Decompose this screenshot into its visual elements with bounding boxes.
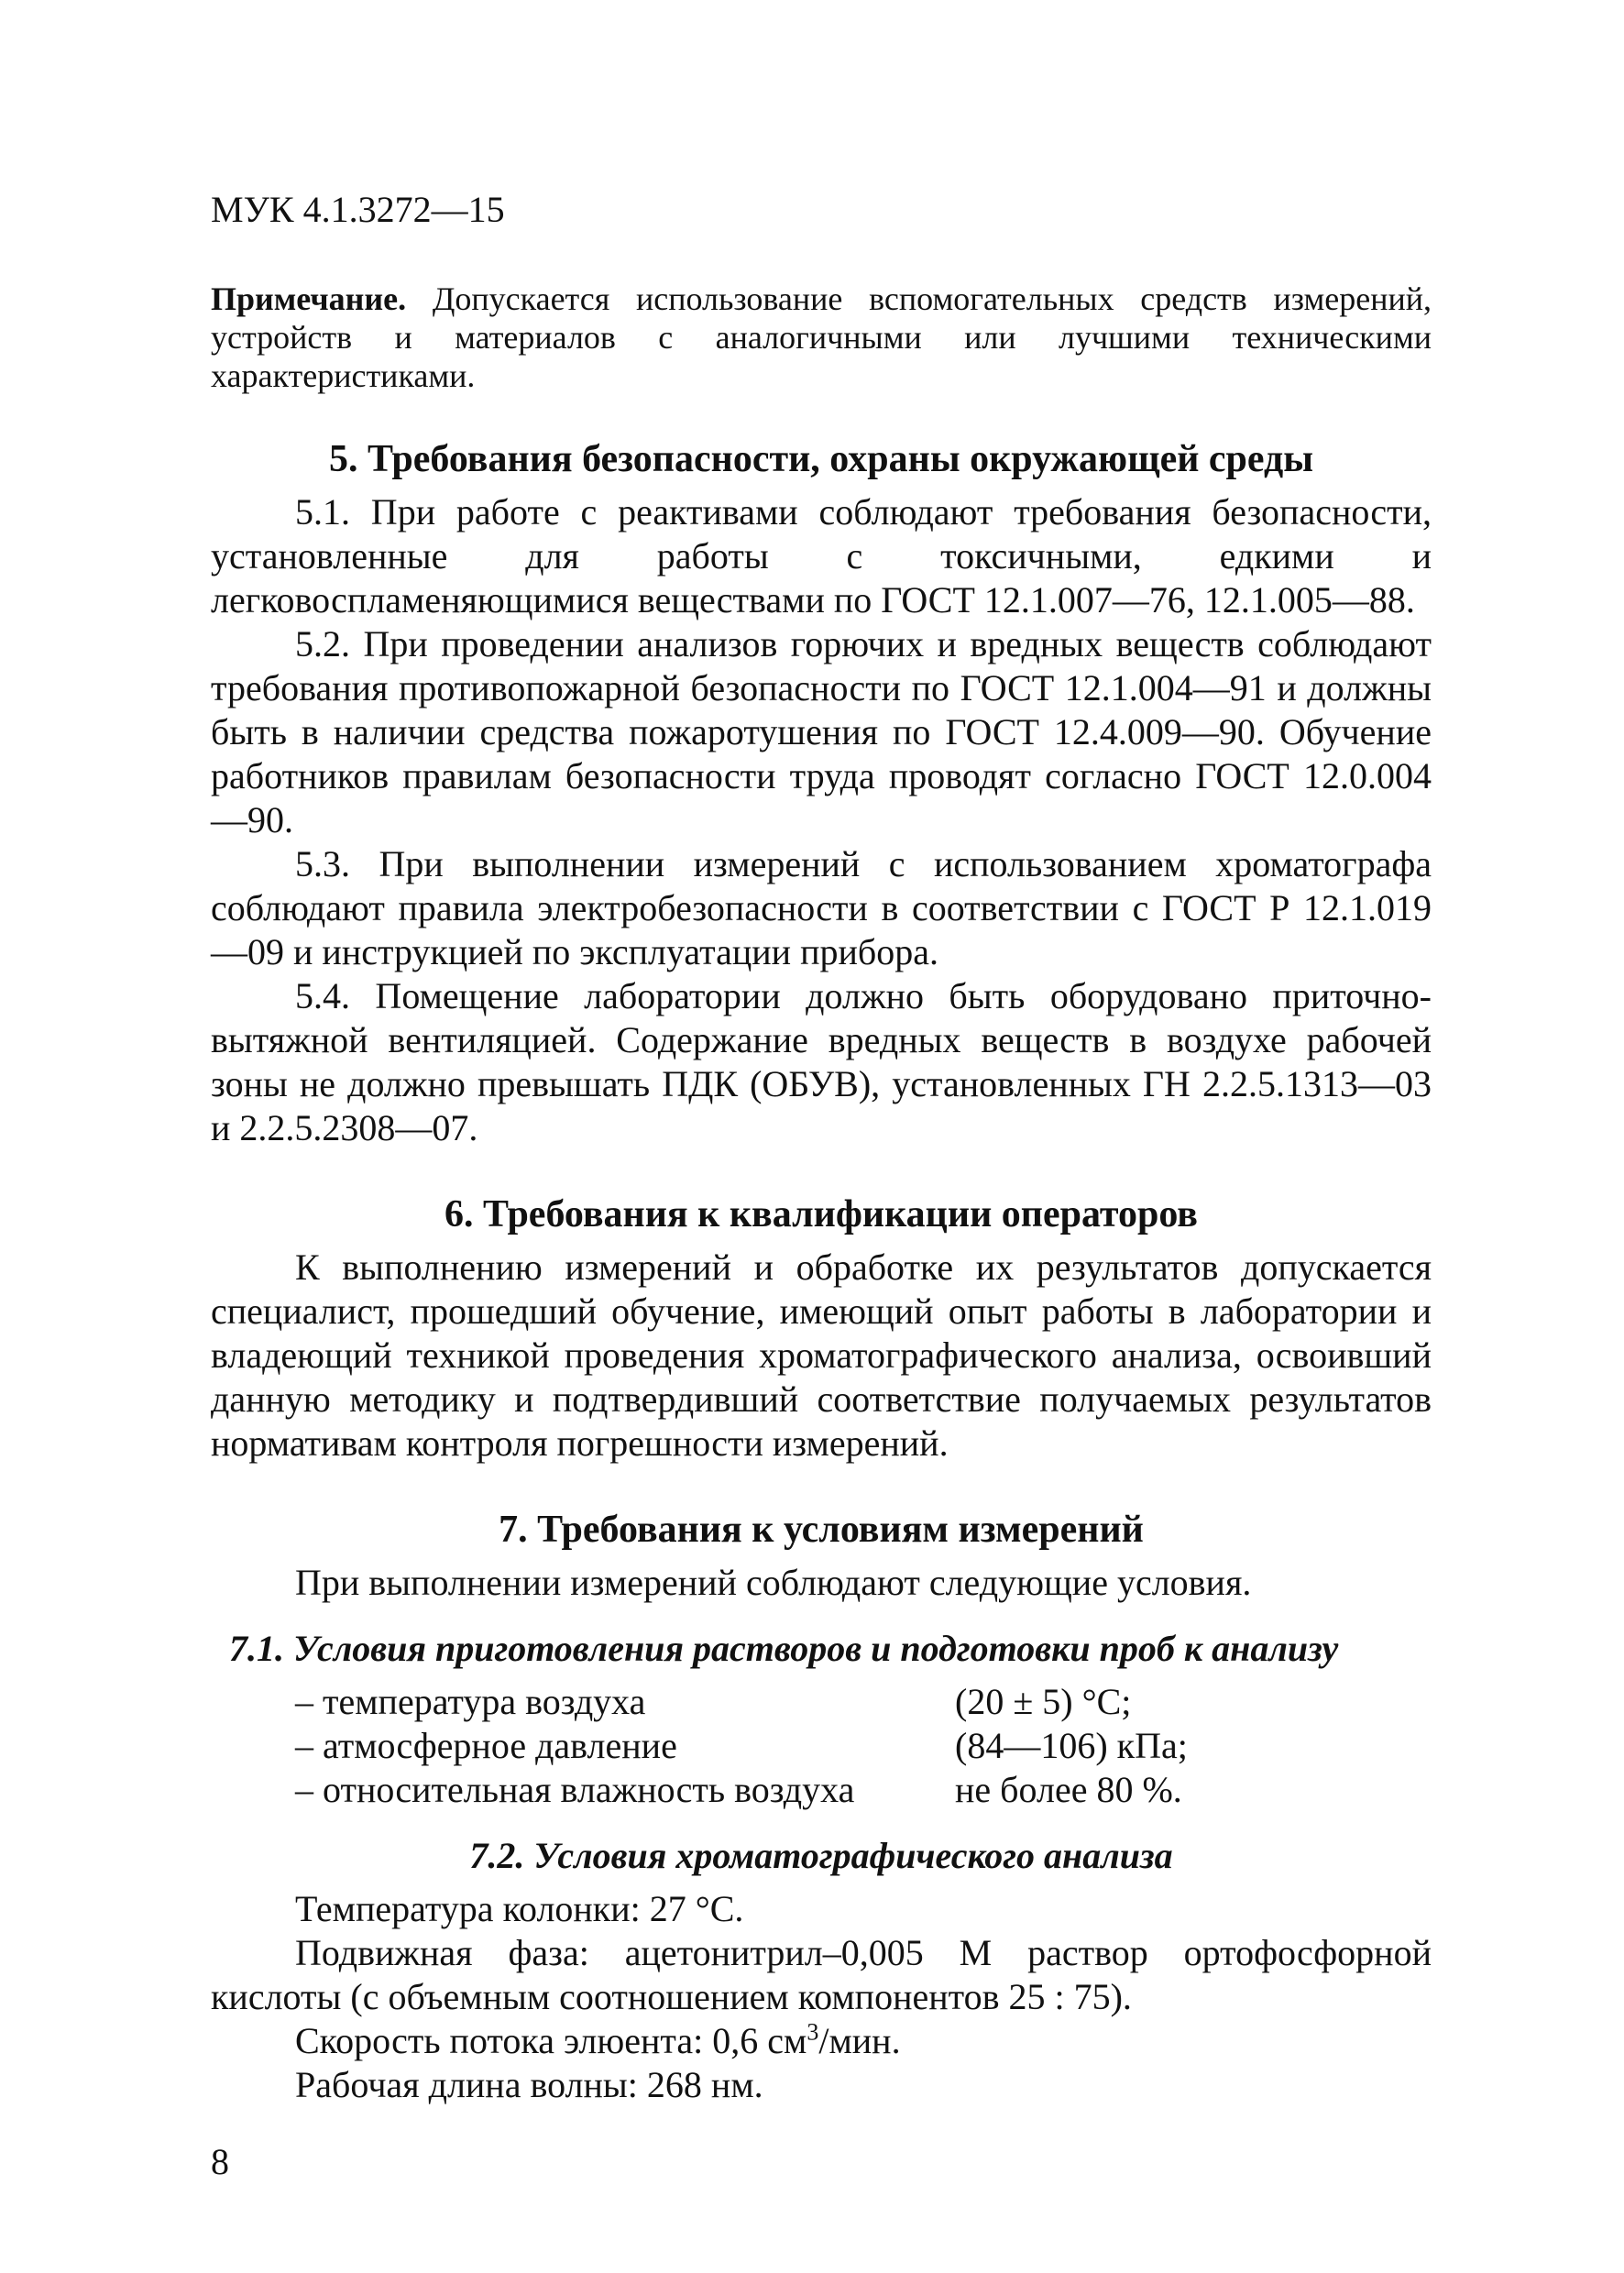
condition-row <box>295 1724 1188 1768</box>
subsection-7-2-title: 7.2. Условия хроматографического анализа <box>469 1835 1173 1876</box>
flow-rate-text: Скорость потока элюента: 0,6 см <box>295 2020 807 2061</box>
section-5-4-paragraph: 5.4. Помещение лаборатории должно быть оборудовано приточно-вытяжной вентиляцией. Содержание вредных веществ в воздухе рабочей зоны не должно превышать ПДК (ОБУВ), установленных ГН 2.2.5.1313—03 и 2.2.5.2308—07. <box>211 975 1432 1148</box>
note-label: Примечание. <box>211 280 407 317</box>
section-6-title: 6. Требования к квалификации операторов <box>444 1193 1198 1235</box>
condition-row <box>295 1768 1188 1812</box>
page-number: 8 <box>211 2141 229 2182</box>
section-5-2-paragraph: 5.2. При проведении анализов горючих и вредных веществ соблюдают требования противопожарной безопасности по ГОСТ 12.1.004—91 и должны быть в наличии средства пожаротушения по ГОСТ 12.4.009—90. Обучение работников правилам безопасности труда проводят согласно ГОСТ 12.0.004—90. <box>211 623 1432 840</box>
condition-label: – температура воздуха <box>295 1681 646 1722</box>
condition-value: (84—106) кПа; <box>955 1725 1188 1766</box>
subsection-7-1-title: 7.1. Условия приготовления растворов и подготовки проб к анализу <box>229 1628 1339 1669</box>
flow-rate-superscript: 3 <box>807 2018 819 2046</box>
note-paragraph <box>211 280 1432 395</box>
mobile-phase-line: Подвижная фаза: ацетонитрил–0,005 М раствор ортофосфорной кислоты (с объемным соотношением компонентов 25 : 75). <box>211 1932 1432 2017</box>
condition-row <box>295 1680 1188 1724</box>
section-7-intro: При выполнении измерений соблюдают следующие условия. <box>295 1562 1252 1603</box>
section-6-paragraph: К выполнению измерений и обработке их результатов допускается специалист, прошедший обучение, имеющий опыт работы в лаборатории и владеющий техникой проведения хроматографического анализа, освоивший данную методику и подтвердивший соответствие получаемых результатов нормативам контроля погрешности измерений. <box>211 1246 1432 1464</box>
section-7-title: 7. Требования к условиям измерений <box>499 1509 1144 1551</box>
column-temperature-line: Температура колонки: 27 °С. <box>295 1888 744 1929</box>
section-5-1-paragraph: 5.1. При работе с реактивами соблюдают требования безопасности, установленные для работы с токсичными, едкими и легковоспламеняющимися веществами по ГОСТ 12.1.007—76, 12.1.005—88. <box>211 491 1432 620</box>
condition-label: – относительная влажность воздуха <box>295 1769 855 1810</box>
document-page <box>211 188 1432 2107</box>
note-text: Допускается использование вспомогательных средств измерений, устройств и материалов с аналогичными или лучшими техническими характеристиками. <box>211 280 1432 394</box>
document-code-header: МУК 4.1.3272—15 <box>211 189 505 230</box>
section-5-title: 5. Требования безопасности, охраны окружающей среды <box>328 438 1314 480</box>
condition-value: (20 ± 5) °С; <box>955 1681 1132 1722</box>
section-5-3-paragraph: 5.3. При выполнении измерений с использованием хроматографа соблюдают правила электробезопасности в соответствии с ГОСТ Р 12.1.019—09 и инструкцией по эксплуатации прибора. <box>211 843 1432 972</box>
flow-rate-unit: /мин. <box>818 2020 901 2061</box>
condition-value: не более 80 %. <box>955 1769 1182 1810</box>
conditions-table <box>295 1680 1188 1812</box>
condition-label: – атмосферное давление <box>295 1725 677 1766</box>
flow-rate-line <box>211 2019 1432 2063</box>
wavelength-line: Рабочая длина волны: 268 нм. <box>295 2064 763 2105</box>
